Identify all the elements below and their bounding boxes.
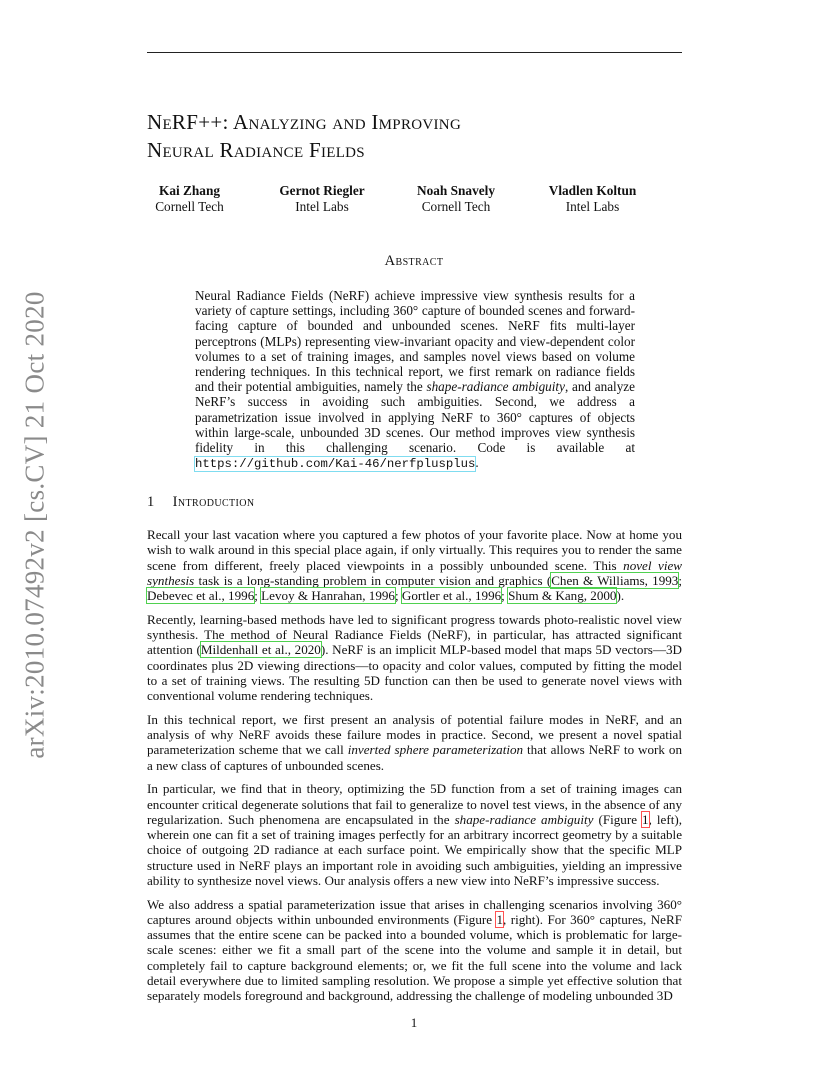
paragraph-2	[147, 612, 682, 704]
abstract-text: .	[475, 455, 479, 471]
figure-ref-link[interactable]: 1	[642, 811, 649, 827]
author-name: Noah Snavely	[417, 183, 495, 198]
author-affiliation: Cornell Tech	[421, 199, 491, 214]
abstract-heading: Abstract	[384, 253, 444, 269]
author-name: Kai Zhang	[159, 183, 220, 198]
paragraph-emphasis: inverted sphere parameterization	[347, 742, 524, 758]
abstract-text: , and analyze NeRF’s success in avoiding such ambiguities. Second, we address a parametrization issue involved in applying NeRF to 360° captures of objects within large-scale, unbounded 3D scenes. Our method improves view synthesis fidelity in this challenging scenario. Code is available at	[195, 379, 636, 456]
author-1	[147, 183, 232, 215]
arxiv-identifier: arXiv:2010.07492v2 [cs.CV] 21 Oct 2020	[19, 291, 50, 759]
paragraph-text: ).	[616, 588, 625, 603]
paragraph-text: task is a long-standing problem in computer vision and graphics (	[194, 572, 552, 588]
paragraph-text: We also address a spatial parameterization issue that arises in challenging scenarios involving 360° captures around objects within unbounded environments (Figure	[147, 896, 682, 927]
citation-link[interactable]: Levoy & Hanrahan, 1996	[261, 588, 395, 603]
citation-separator: ;	[678, 572, 682, 588]
title-line-2: Neural Radiance Fields	[147, 138, 365, 162]
citation-link[interactable]: Gortler et al., 1996	[401, 588, 502, 603]
page-number: 1	[410, 1015, 418, 1030]
author-affiliation: Intel Labs	[565, 199, 620, 214]
paragraph-text: In this technical report, we first present an analysis of potential failure modes in NeRF, and an analysis of why NeRF avoids these failure modes in practice. Second, we present a novel spatial parameterization scheme that we call	[147, 711, 682, 758]
author-name: Gernot Riegler	[279, 183, 365, 198]
author-affiliation: Intel Labs	[295, 199, 349, 214]
author-affiliation: Cornell Tech	[155, 199, 224, 214]
author-2	[277, 183, 367, 215]
paragraph-text: Recall your last vacation where you captured a few photos of your favorite place. Now at home you wish to walk around in this special place again, if only virtually. This requires you to render the same scene from different, freely placed viewpoints in a possibly unbounded scene. This	[147, 527, 682, 573]
abstract-emphasis: shape-radiance ambiguity	[426, 379, 565, 395]
code-url-link[interactable]: https://github.com/Kai-46/nerfplusplus	[195, 457, 476, 472]
introduction-body	[147, 527, 682, 1012]
citation-link[interactable]: Shum & Kang, 2000	[508, 588, 617, 603]
citation-separator: ;	[254, 588, 262, 603]
author-block	[147, 183, 707, 223]
paragraph-text: , left), wherein one can fit a set of training images perfectly for an arbitrary incorrect geometry by a suitable choice of outgoing 2D radiance at each surface point. We empirically show that the specific MLP structure used in NeRF plays an important role in avoiding such ambiguities, yielding an impressive ability to synthesize novel views. Our analysis offers a new view into NeRF’s impressive success.	[147, 811, 682, 888]
citation-link[interactable]: Debevec et al., 1996	[147, 588, 255, 603]
figure-ref-link[interactable]: 1	[496, 911, 504, 927]
section-title: Introduction	[172, 494, 255, 510]
citation-separator: ;	[501, 588, 509, 603]
citation-link[interactable]: Mildenhall et al., 2020	[200, 642, 321, 658]
author-3	[415, 183, 497, 215]
citation-separator: ;	[394, 588, 402, 603]
section-heading	[147, 494, 255, 511]
paper-title	[147, 108, 707, 164]
paragraph-text: that allows NeRF to work on a new class of captures of unbounded scenes.	[147, 742, 682, 773]
paragraph-text: , right). For 360° captures, NeRF assumes that the entire scene can be packed into a bounded volume, which is problematic for large-scale scenes: either we fit a small part of the scene into the volume and sample it in detail, but completely fail to capture background elements; or, we fit the full scene into the volume and lack detail everywhere due to limited sampling resolution. We propose a simple yet effective solution that separately models foreground and background, addressing the challenge of modeling unbounded 3D	[147, 911, 682, 1003]
arxiv-stamp	[10, 290, 60, 760]
paragraph-text: ). NeRF is an implicit MLP-based model that maps 5D vectors—3D coordinates plus 2D viewing directions—to opacity and color values, computed by fitting the model to a set of training views. The resulting 5D function can then be used to generate novel views with conventional volume rendering techniques.	[147, 642, 682, 703]
abstract-text: Neural Radiance Fields (NeRF) achieve impressive view synthesis results for a variety of capture settings, including 360° capture of bounded scenes and forward-facing capture of bounded and unbounded scenes. NeRF fits multi-layer perceptrons (MLPs) representing view-invariant opacity and view-dependent color volumes to a set of training images, and samples novel views based on volume rendering techniques. In this technical report, we first remark on radiance fields and their potential ambiguities, namely the	[195, 288, 635, 395]
paragraph-text: (Figure	[593, 811, 643, 827]
paragraph-5	[147, 897, 682, 1004]
paragraph-4	[147, 781, 682, 888]
paragraph-text: In particular, we find that in theory, optimizing the 5D function from a set of training images can encounter critical degenerate solutions that fail to generalize to novel test views, in the absence of any regularization. Such phenomena are encapsulated in the	[147, 781, 682, 827]
top-rule	[147, 52, 682, 53]
paragraph-1	[147, 527, 682, 603]
paragraph-3	[147, 712, 682, 773]
paragraph-emphasis: novel view synthesis	[147, 557, 682, 588]
author-4	[545, 183, 640, 215]
title-line-1: NeRF++: Analyzing and Improving	[147, 110, 462, 134]
paragraph-text: Recently, learning-based methods have led to significant progress towards photo-realistic novel view synthesis. The method of Neural Radiance Fields (NeRF), in particular, has attracted significant attention (	[147, 611, 682, 658]
author-name: Vladlen Koltun	[548, 183, 637, 198]
abstract-body	[195, 288, 635, 472]
paragraph-emphasis: shape-radiance ambiguity	[454, 811, 594, 827]
section-number: 1	[147, 494, 155, 510]
citation-link[interactable]: Chen & Williams, 1993	[551, 572, 679, 588]
